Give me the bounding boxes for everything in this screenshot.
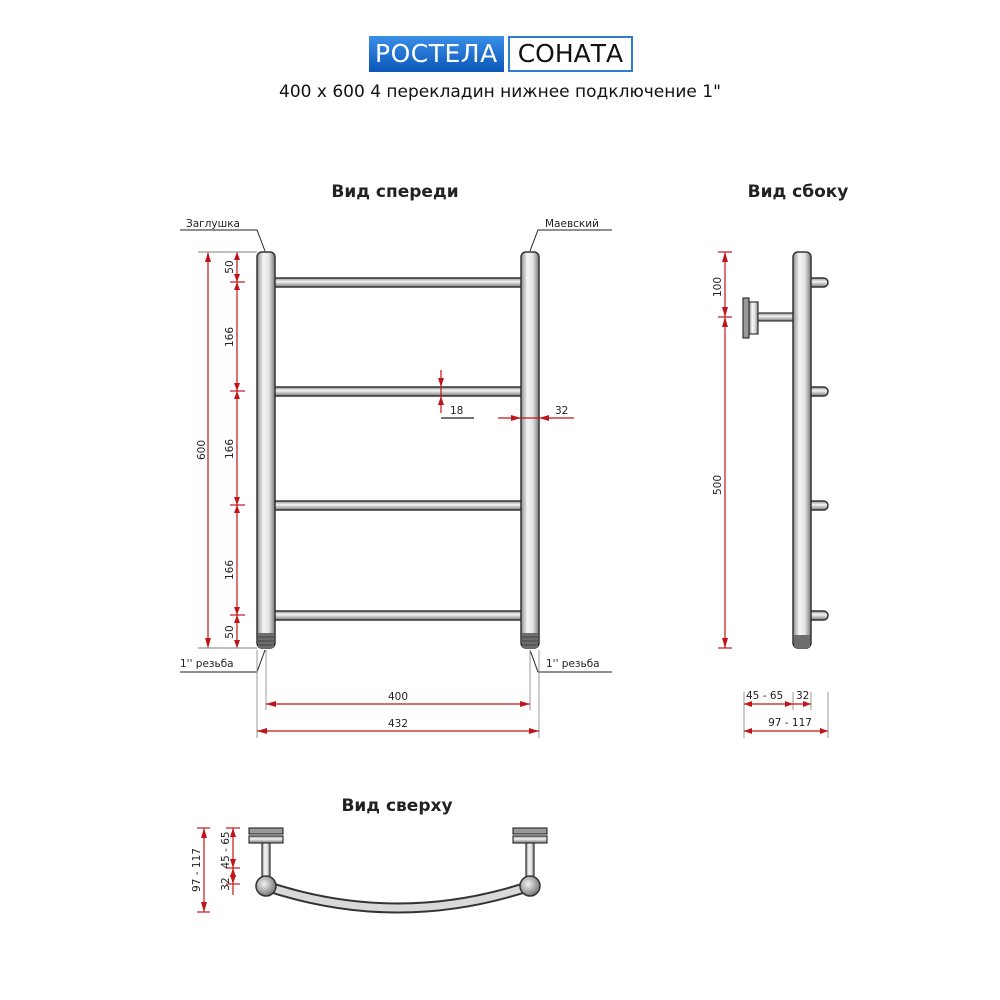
crossbar bbox=[268, 611, 526, 620]
dim-side-pipe: 32 bbox=[796, 690, 810, 702]
dim-mount-height: 500 bbox=[712, 474, 724, 496]
valve-label: Маевский bbox=[545, 218, 599, 230]
dim-top-pipe: 32 bbox=[220, 877, 232, 891]
crossbar bbox=[268, 387, 526, 396]
dim-pipe-diameter: 32 bbox=[555, 405, 569, 417]
product-subtitle: 400 x 600 4 перекладин нижнее подключение 1" bbox=[279, 82, 721, 102]
crossbar bbox=[268, 501, 526, 510]
dim-spacing-2: 166 bbox=[224, 438, 236, 460]
dim-total-height: 600 bbox=[196, 439, 208, 461]
top-view bbox=[191, 828, 547, 912]
side-pipe bbox=[793, 252, 811, 648]
model-name: СОНАТА bbox=[508, 36, 633, 72]
dim-total-width: 432 bbox=[387, 718, 409, 730]
brand-name: РОСТЕЛА bbox=[369, 36, 504, 72]
dim-total-depth: 97 - 117 bbox=[768, 717, 812, 729]
dim-top-total-depth: 97 - 117 bbox=[191, 848, 203, 892]
side-view bbox=[712, 252, 828, 738]
right-pipe bbox=[521, 252, 539, 648]
side-view-title: Вид сбоку bbox=[747, 182, 849, 202]
crossbar bbox=[268, 278, 526, 287]
wall-mount bbox=[743, 298, 794, 338]
curved-bar bbox=[266, 886, 530, 908]
front-view bbox=[180, 218, 612, 738]
front-view-title: Вид спереди bbox=[331, 182, 459, 202]
dim-spacing-3: 166 bbox=[224, 559, 236, 581]
side-thread bbox=[794, 635, 810, 648]
thread-label-right: 1'' резьба bbox=[546, 658, 600, 670]
top-view-title: Вид сверху bbox=[341, 796, 453, 816]
thread-label-left: 1'' резьба bbox=[180, 658, 234, 670]
dim-spacing-1: 166 bbox=[224, 326, 236, 348]
crossbars bbox=[268, 278, 526, 620]
dim-bar-diameter: 18 bbox=[450, 405, 464, 417]
dim-depth-range: 45 - 65 bbox=[746, 690, 784, 702]
dim-top-offset: 100 bbox=[712, 276, 724, 298]
dim-bottom-gap: 50 bbox=[224, 625, 236, 639]
dim-top-gap: 50 bbox=[224, 260, 236, 274]
dim-center-width: 400 bbox=[387, 691, 409, 703]
left-pipe bbox=[257, 252, 275, 648]
plug-label: Заглушка bbox=[186, 218, 240, 230]
dim-top-depth-range: 45 - 65 bbox=[220, 831, 232, 869]
